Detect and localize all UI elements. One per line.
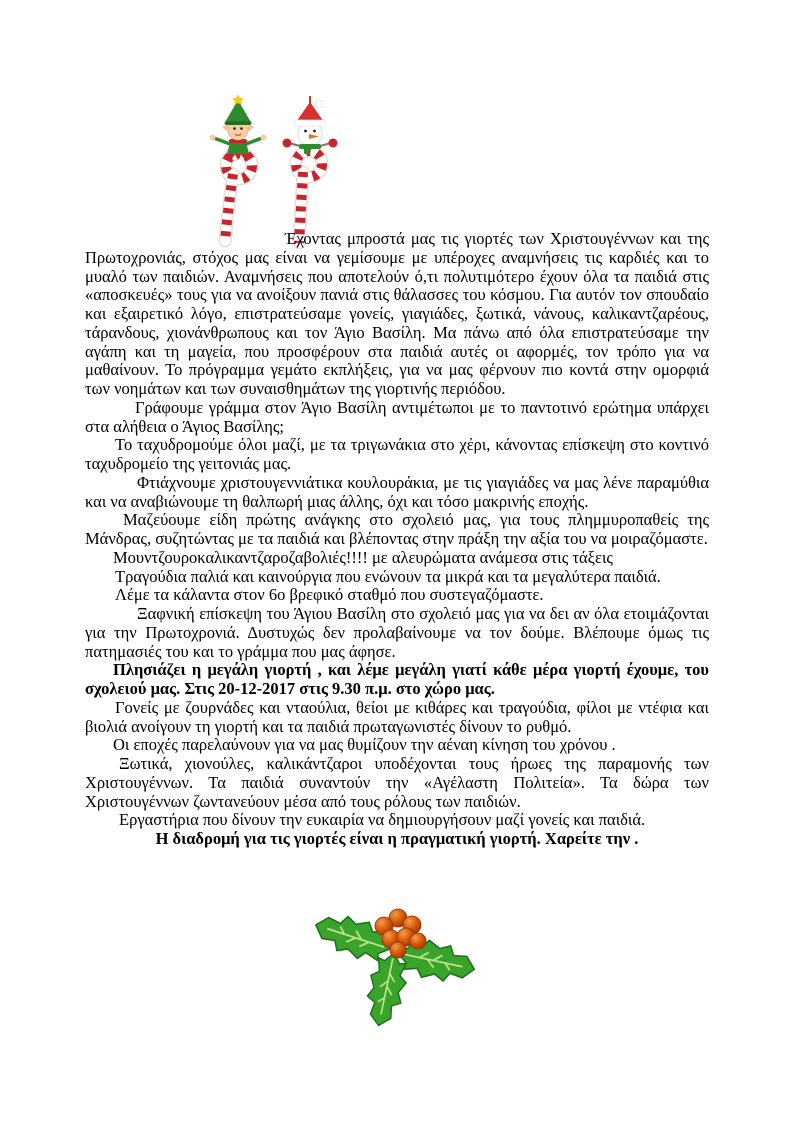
elf-ornament-icon xyxy=(210,94,267,160)
intro-paragraph: Έχοντας μπροστά μας τις γιορτές των Χριστουγέννων και της Πρωτοχρονιάς, στόχος μας είναι να γεμίσουμε με υπέροχες αναμνήσεις τις καρδιές και το μυαλό των παιδιών. Αναμνήσεις που αποτελούν ό,τι πολυτιμότερο έχουν όλα τα παιδιά στις «αποσκευές» τους για να ανοίξουν πανιά στις θάλασσες του κόσμου. Για αυτόν τον σπουδαίο και εξαιρετικό λόγο, επιστρατεύσαμε γονείς, γιαγιάδες, ξωτικά, νάνους, καλικαντζαρέους, τάρανδους, χιονάνθρωπους και τον Άγιο Βασίλη. Μα πάνω από όλα επιστρατεύσαμε την αγάπη και τη μαγεία, που προσφέρουν στα παιδιά αυτές οι αφορμές, τον τρόπο για να μαθαίνουν. Το πρόγραμμα γεμάτο εκπλήξεις, για να μας φέρνουν πιο κοντά στην ομορφιά των νοημάτων και των συναισθημάτων της γιορτινής περιόδου. xyxy=(85,229,709,398)
letter-to-santa-paragraph: Γράφουμε γράμμα στον Άγιο Βασίλη αντιμέτωποι με το παντοτινό ερώτημα υπάρχει στα αλήθεια ο Άγιος Βασίλης; xyxy=(85,397,709,436)
candy-cane-ornaments-image xyxy=(192,94,352,249)
celebration-date-paragraph: Πλησιάζει η μεγάλη γιορτή , και λέμε μεγάλη γιατί κάθε μέρα γιορτή έχουμε, του σχολειού μας. Στις 20-12-2017 στις 9.30 π.μ. στο χώρο μας. xyxy=(85,660,709,698)
flour-games-paragraph: Μουντζουροκαλικαντζαροζαβολιές!!!! με αλευρώματα ανάμεσα στις τάξεις xyxy=(113,547,613,567)
newsletter-body xyxy=(85,230,709,849)
charity-collection-paragraph: Μαζεύουμε είδη πρώτης ανάγκης στο σχολειό μας, για τους πλημμυροπαθείς της Μάνδρας, συζητώντας με τα παιδιά και βλέποντας στην πράξη την αξία του να μοιραζόμαστε. xyxy=(85,510,709,548)
songs-paragraph: Τραγούδια παλιά και καινούργια που ενώνουν τα μικρά και τα μεγαλύτερα παιδιά. xyxy=(115,566,661,586)
closing-paragraph: Η διαδρομή για τις γιορτές είναι η πραγματική γιορτή. Χαρείτε την . xyxy=(155,829,639,848)
snowman-ornament-icon xyxy=(283,96,338,154)
holly-image xyxy=(298,901,498,1031)
carols-paragraph: Λέμε τα κάλαντα στον 6ο βρεφικό σταθμό που συστεγαζόμαστε. xyxy=(115,585,544,605)
parents-music-paragraph: Γονείς με ζουρνάδες και νταούλια, θείοι με κιθάρες και τραγούδια, φίλοι με ντέφια και βιολιά ανοίγουν τη γιορτή και τα παιδιά πρωταγωνιστές δίνουν το ρυθμό. xyxy=(85,697,709,736)
workshops-paragraph: Εργαστήρια που δίνουν την ευκαιρία να δημιουργήσουν μαζί γονείς και παιδιά. xyxy=(119,810,646,830)
elves-goblins-paragraph: Ξωτικά, χιονούλες, καλικάντζαροι υποδέχονται τους ήρωες της παραμονής των Χριστουγέννων. Τα παιδιά συναντούν την «Αγέλαστη Πολιτεία». Τα δώρα των Χριστουγέννων ζωντανεύουν μέσα από τους ρόλους των παιδιών. xyxy=(85,754,709,811)
cookies-paragraph: Φτιάχνουμε χριστουγεννιάτικα κουλουράκια, με τις γιαγιάδες να μας λένε παραμύθια και να αναβιώνουμε τη θαλπωρή μιας άλλης, όχι και τόσο μακρινής εποχής. xyxy=(85,472,709,511)
candy-cane-left-icon xyxy=(225,153,252,241)
santa-visit-paragraph: Ξαφνική επίσκεψη του Άγιου Βασίλη στο σχολειό μας για να δει αν όλα ετοιμάζονται για την Πρωτοχρονιά. Δυστυχώς δεν προλαβαίνουμε να τον δούμε. Βλέπουμε όμως τις πατημασιές του και το γράμμα που μας άφησε. xyxy=(85,604,709,661)
seasons-paragraph: Οι εποχές παρελαύνουν για να μας θυμίζουν την αέναη κίνηση του χρόνου . xyxy=(113,735,616,755)
post-office-paragraph: Το ταχυδρομούμε όλοι μαζί, με τα τριγωνάκια στο χέρι, κάνοντας επίσκεψη στο κοντινό ταχυδρομείο της γειτονιάς μας. xyxy=(85,435,709,473)
